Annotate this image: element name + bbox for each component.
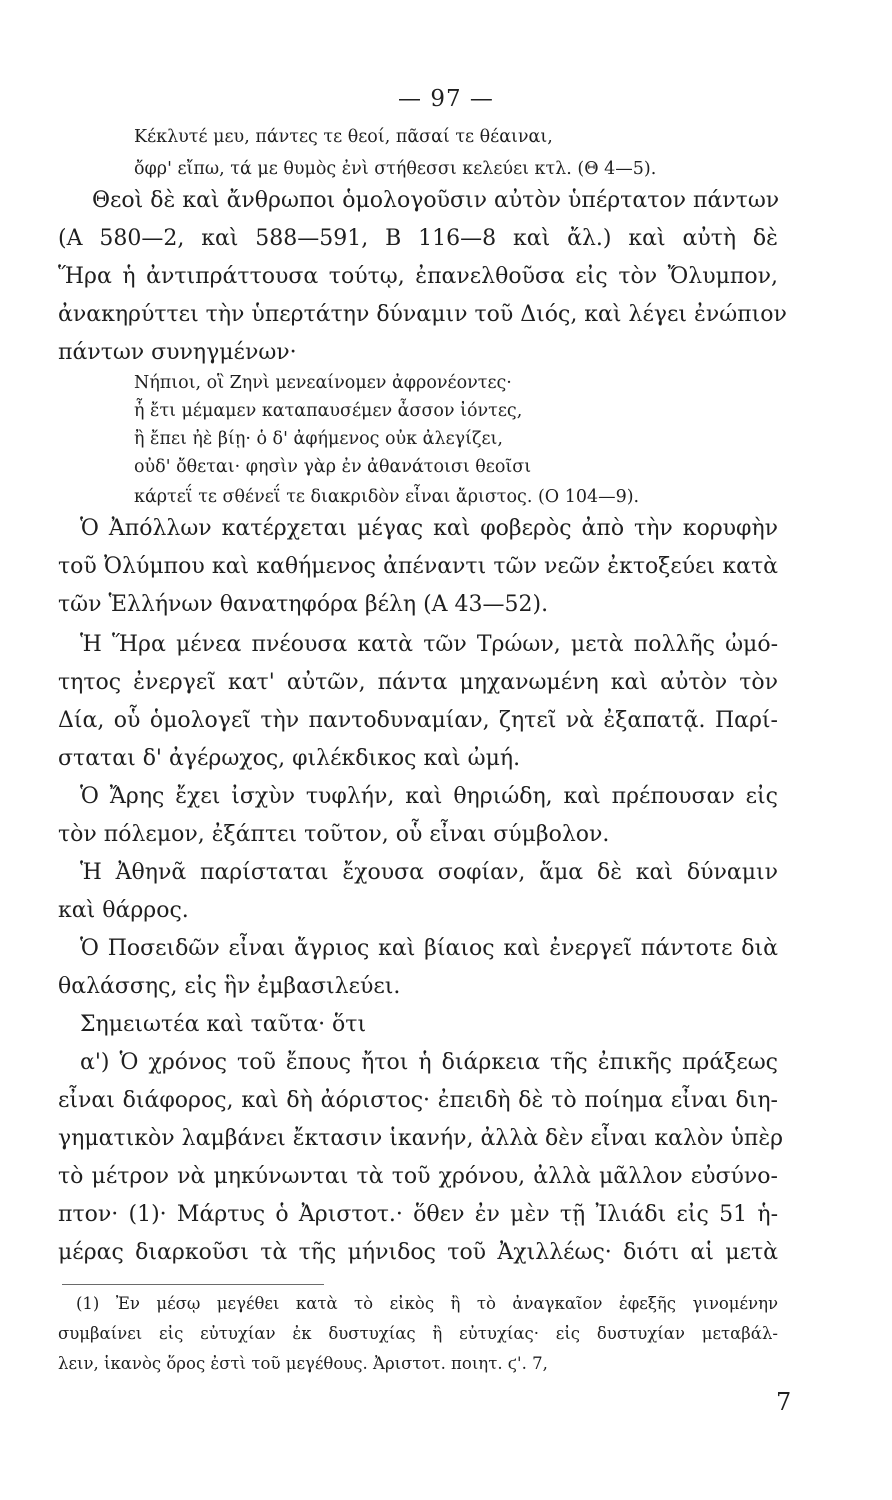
text-line: Ὁ Ἄρης ἔχει ἰσχὺν τυφλήν, καὶ θηριώδη, καὶ πρέπουσαν εἰς [80, 784, 778, 809]
text-line: τητος ἐνεργεῖ κατ' αὐτῶν, πάντα μηχανωμένη καὶ αὐτὸν τὸν [58, 670, 778, 695]
text-line: (Α 580—2, καὶ 588—591, Β 116—8 καὶ ἄλ.) καὶ αὐτὴ δὲ [58, 226, 778, 251]
text-line: Ὁ Ἀπόλλων κατέρχεται μέγας καὶ φοβερὸς ἀπὸ τὴν κορυφὴν [80, 516, 778, 541]
text-line: τὸ μέτρον νὰ μηκύνωνται τὰ τοῦ χρόνου, ἀλλὰ μᾶλλον εὐσύνο- [58, 1164, 778, 1189]
text-line: εἶναι διάφορος, καὶ δὴ ἀόριστος· ἐπειδὴ δὲ τὸ ποίημα εἶναι διη- [58, 1088, 778, 1113]
text-line: πάντων συνηγμένων· [58, 340, 297, 365]
text-line: σταται δ' ἀγέρωχος, φιλέκδικος καὶ ὠμή. [58, 746, 521, 771]
text-line: Δία, οὗ ὁμολογεῖ τὴν παντοδυναμίαν, ζητεῖ νὰ ἐξαπατᾷ. Παρί- [58, 708, 778, 733]
verse-line: ὄφρ' εἴπω, τά με θυμὸς ἐνὶ στήθεσσι κελεύει κτλ. (Θ 4—5). [134, 159, 657, 179]
text-line: καὶ θάρρος. [58, 898, 189, 923]
text-line: τοῦ Ὀλύμπου καὶ καθήμενος ἀπέναντι τῶν νεῶν ἐκτοξεύει κατὰ [58, 554, 778, 579]
text-line: τὸν πόλεμον, ἐξάπτει τοῦτον, οὗ εἶναι σύμβολον. [58, 822, 610, 847]
text-line: ἀνακηρύττει τὴν ὑπερτάτην δύναμιν τοῦ Διός, καὶ λέγει ἐνώπιον [58, 302, 787, 327]
verse-line: ἦ ἔτι μέμαμεν καταπαυσέμεν ἆσσον ἰόντες, [134, 401, 523, 421]
text-line: γηματικὸν λαμβάνει ἔκτασιν ἱκανήν, ἀλλὰ δὲν εἶναι καλὸν ὑπὲρ [58, 1126, 784, 1151]
text-line: μέρας διαρκοῦσι τὰ τῆς μήνιδος τοῦ Ἀχιλλέως· διότι αἱ μετὰ [58, 1240, 778, 1265]
text-line: Ἥρα ἡ ἀντιπράττουσα τούτῳ, ἐπανελθοῦσα εἰς τὸν Ὄλυμπον, [58, 264, 778, 289]
page-number: — 97 — [398, 86, 494, 112]
footnote-line: λειν, ἱκανὸς ὅρος ἐστὶ τοῦ μεγέθους. Ἀριστοτ. ποιητ. ϛ'. 7, [58, 1354, 548, 1373]
footnote-line: συμβαίνει εἰς εὐτυχίαν ἐκ δυστυχίας ἢ εὐτυχίας· εἰς δυστυχίαν μεταβάλ- [58, 1324, 778, 1343]
text-line: α') Ὁ χρόνος τοῦ ἔπους ἤτοι ἡ διάρκεια τῆς ἐπικῆς πράξεως [80, 1050, 778, 1075]
verse-line: Κέκλυτέ μευ, πάντες τε θεοί, πᾶσαί τε θέαιναι, [134, 127, 553, 147]
verse-line: ἢ ἔπει ἠὲ βίῃ· ὁ δ' ἀφήμενος οὐκ ἀλεγίζει, [134, 429, 503, 449]
verse-line: οὐδ' ὄθεται· φησὶν γὰρ ἐν ἀθανάτοισι θεοῖσι [134, 457, 532, 477]
text-line: Ἡ Ἀθηνᾶ παρίσταται ἔχουσα σοφίαν, ἅμα δὲ καὶ δύναμιν [80, 860, 778, 885]
text-line: Ὁ Ποσειδῶν εἶναι ἄγριος καὶ βίαιος καὶ ἐνεργεῖ πάντοτε διὰ [80, 936, 778, 961]
signature-mark: 7 [776, 1388, 792, 1416]
text-line: θαλάσσης, εἰς ἣν ἐμβασιλεύει. [58, 974, 401, 999]
verse-line: Νήπιοι, οἳ Ζηνὶ μενεαίνομεν ἀφρονέοντες· [134, 373, 512, 393]
verse-line: κάρτεΐ τε σθένεΐ τε διακριδὸν εἶναι ἄριστος. (Ο 104—9). [134, 487, 640, 507]
footnote-line: (1) Ἐν μέσῳ μεγέθει κατὰ τὸ εἰκὸς ἢ τὸ ἀναγκαῖον ἐφεξῆς γινομένην [76, 1294, 778, 1313]
text-line: πτον· (1)· Μάρτυς ὁ Ἀριστοτ.· ὅθεν ἐν μὲν τῇ Ἰλιάδι εἰς 51 ἡ- [58, 1202, 778, 1227]
text-line: Σημειωτέα καὶ ταῦτα· ὅτι [80, 1012, 367, 1037]
footnote-rule [62, 1284, 324, 1285]
text-line: Ἡ Ἥρα μένεα πνέουσα κατὰ τῶν Τρώων, μετὰ πολλῆς ὠμό- [80, 632, 778, 657]
text-line: τῶν Ἑλλήνων θανατηφόρα βέλη (Α 43—52). [58, 592, 549, 617]
text-line: Θεοὶ δὲ καὶ ἄνθρωποι ὁμολογοῦσιν αὐτὸν ὑπέρτατον πάντων [92, 188, 780, 213]
